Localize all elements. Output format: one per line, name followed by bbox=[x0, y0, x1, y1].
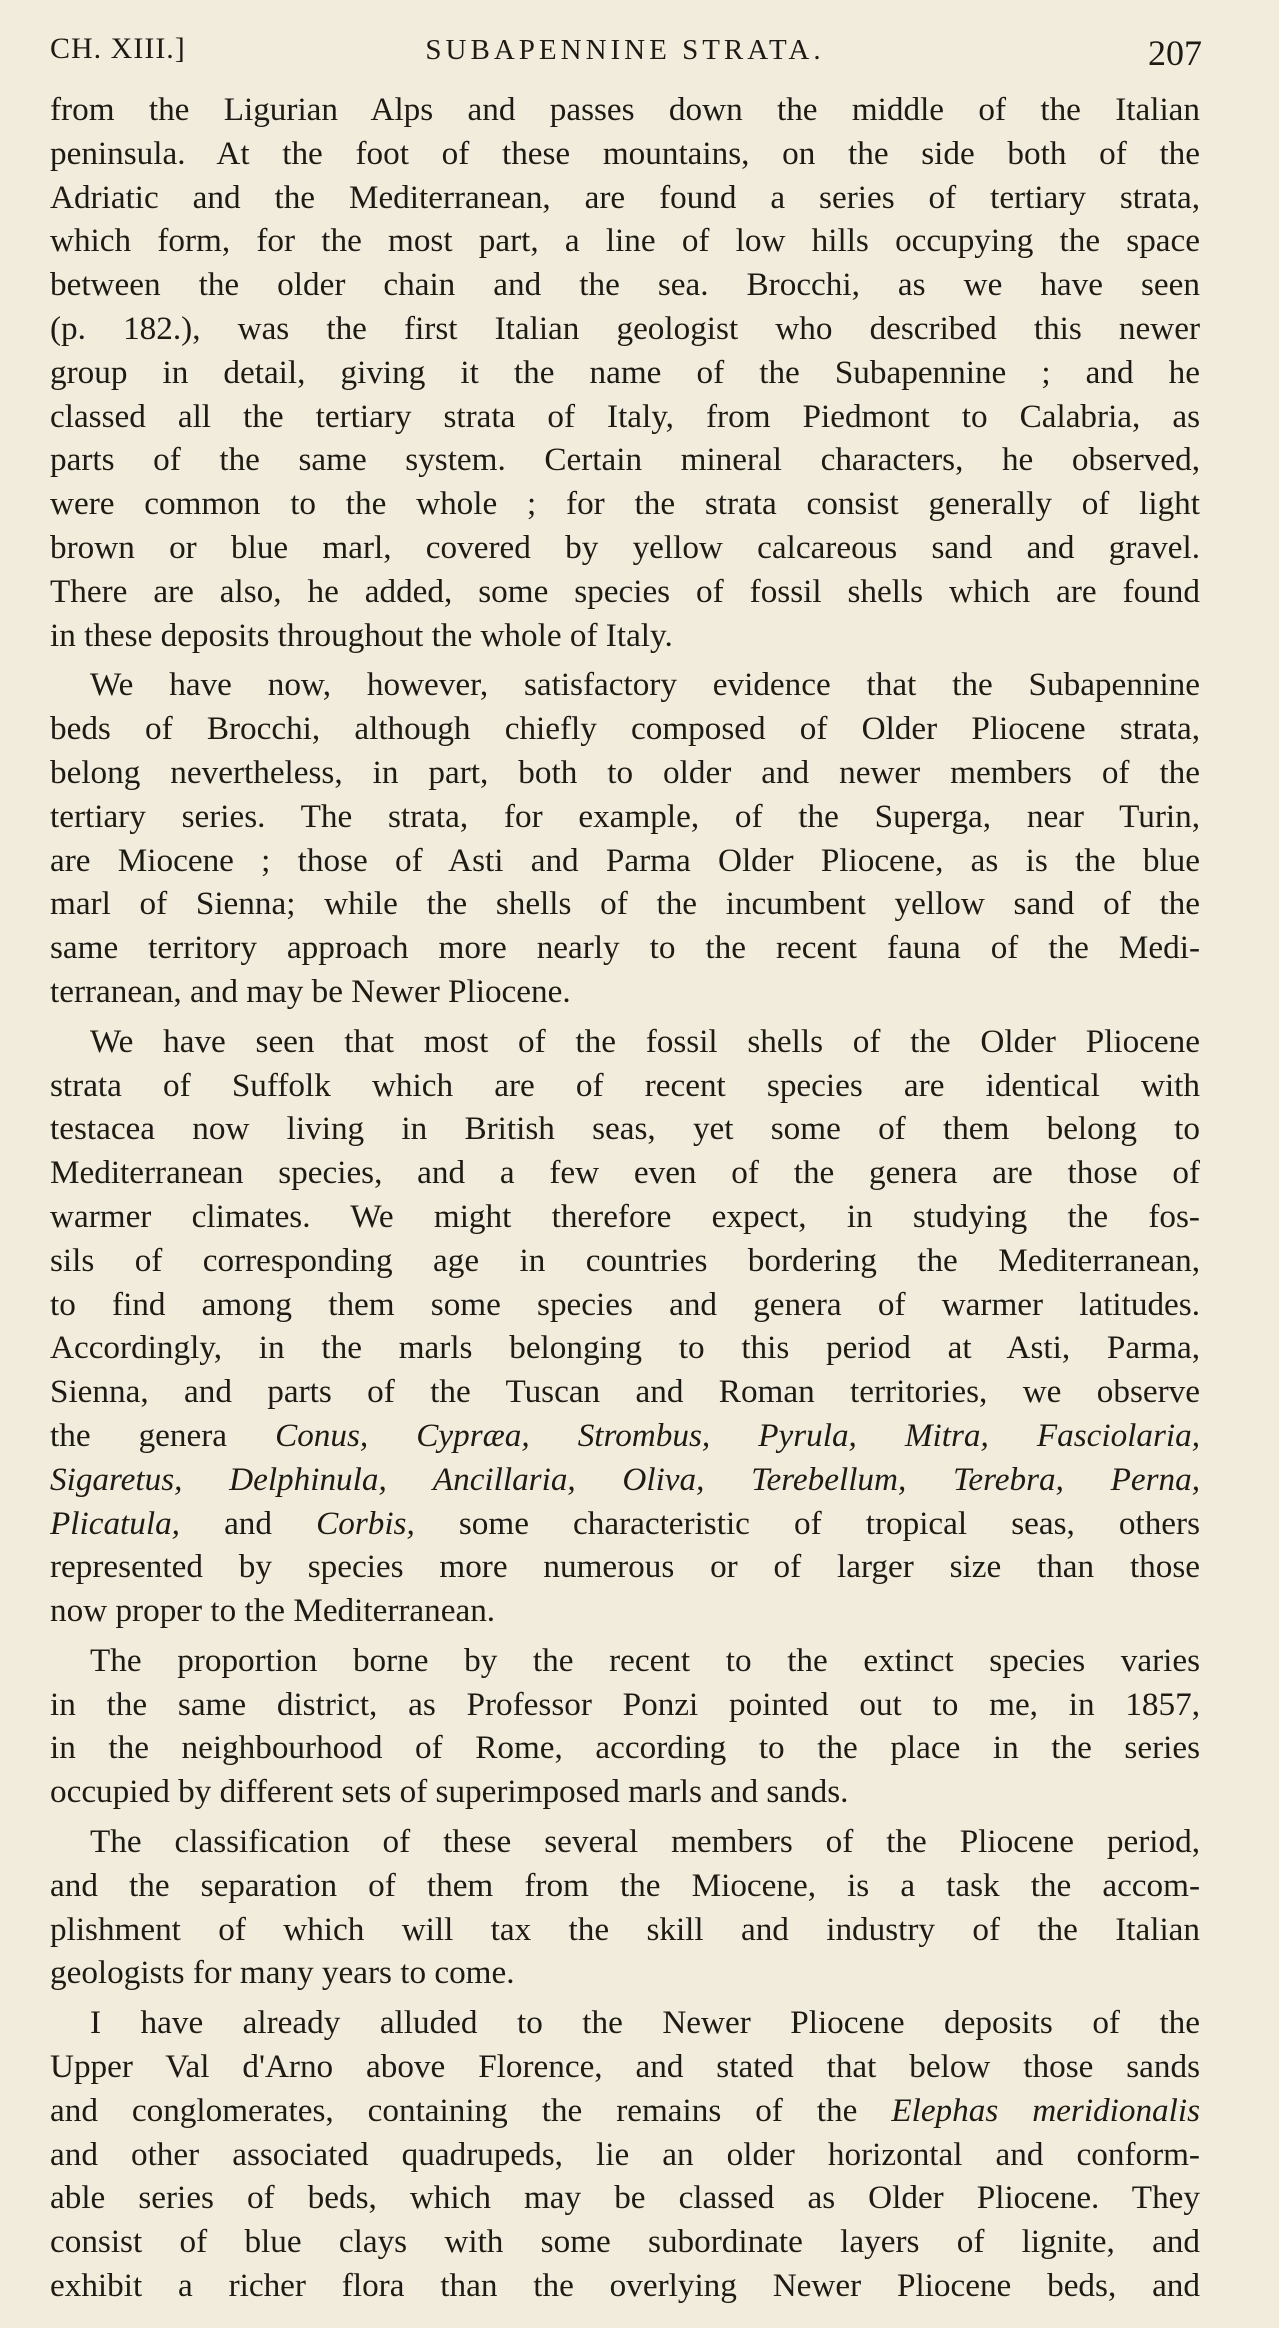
text-run: to find among them some species and genera of warmer latitudes. bbox=[50, 1285, 1200, 1323]
text-run: in the same district, as Professor Ponzi pointed out to me, in 1857, bbox=[50, 1685, 1200, 1723]
text-line bbox=[50, 1908, 1200, 1952]
text-run: which form, for the most part, a line of low hills occupying the space bbox=[50, 222, 1200, 260]
text-run bbox=[368, 1417, 416, 1454]
text-run: belong nevertheless, in part, both to older and newer members of the bbox=[50, 753, 1200, 791]
text-line bbox=[50, 570, 1200, 614]
text-line bbox=[50, 1726, 1200, 1770]
text-line bbox=[50, 1107, 1200, 1151]
text-run: exhibit a richer flora than the overlying Newer Pliocene beds, and bbox=[50, 2267, 1200, 2305]
text-line bbox=[50, 926, 1200, 970]
text-run bbox=[530, 1417, 578, 1454]
running-header bbox=[50, 28, 1200, 74]
text-line bbox=[50, 482, 1200, 526]
text-line bbox=[50, 307, 1200, 351]
italic-text: Plicatula, bbox=[50, 1504, 180, 1542]
text-line bbox=[50, 1370, 1200, 1414]
text-run: terranean, and may be Newer Pliocene. bbox=[50, 972, 571, 1010]
text-run bbox=[857, 1417, 905, 1454]
italic-text: Sigaretus, Delphinula, Ancillaria, Oliva, Terebellum, Terebra, Perna, bbox=[50, 1460, 1200, 1498]
italic-text: Corbis, bbox=[316, 1504, 415, 1542]
text-run: between the older chain and the sea. Brocchi, as we have seen bbox=[50, 266, 1200, 304]
text-line bbox=[50, 2176, 1200, 2220]
text-line bbox=[50, 395, 1200, 439]
text-run: plishment of which will tax the skill and industry of the Italian bbox=[50, 1910, 1200, 1948]
text-run: same territory approach more nearly to the recent fauna of the Medi- bbox=[50, 929, 1200, 967]
text-run: and conglomerates, containing the remains of the bbox=[50, 2091, 892, 2129]
text-run: are Miocene ; those of Asti and Parma Older Pliocene, as is the blue bbox=[50, 841, 1200, 879]
paragraph bbox=[50, 1020, 1200, 1633]
text-line bbox=[50, 2001, 1200, 2045]
text-run: The classification of these several members of the Pliocene period, bbox=[90, 1823, 1200, 1861]
paragraph bbox=[50, 2001, 1200, 2308]
text-run: beds of Brocchi, although chiefly composed of Older Pliocene strata, bbox=[50, 710, 1200, 748]
text-line bbox=[50, 1639, 1200, 1683]
text-line bbox=[50, 1820, 1200, 1864]
text-run: Mediterranean species, and a few even of the genera are those of bbox=[50, 1154, 1200, 1192]
text-line bbox=[50, 1683, 1200, 1727]
text-run: We have now, however, satisfactory evidence that the Subapennine bbox=[90, 666, 1200, 704]
text-line bbox=[50, 438, 1200, 482]
text-line bbox=[50, 219, 1200, 263]
text-run: warmer climates. We might therefore expect, in studying the fos- bbox=[50, 1197, 1200, 1235]
page-number: 207 bbox=[1148, 33, 1202, 73]
text-run: Sienna, and parts of the Tuscan and Roman territories, we observe bbox=[50, 1373, 1200, 1411]
text-run: group in detail, giving it the name of the Subapennine ; and he bbox=[50, 353, 1200, 391]
paragraph bbox=[50, 88, 1200, 657]
text-line bbox=[50, 132, 1200, 176]
text-run: tertiary series. The strata, for example, of the Superga, near Turin, bbox=[50, 797, 1200, 835]
text-line bbox=[50, 351, 1200, 395]
text-run: classed all the tertiary strata of Italy, from Piedmont to Calabria, as bbox=[50, 397, 1200, 435]
text-line bbox=[50, 1589, 1200, 1633]
text-line bbox=[50, 795, 1200, 839]
italic-text: Pyrula, bbox=[758, 1416, 857, 1454]
text-run: sils of corresponding age in countries bordering the Mediterranean, bbox=[50, 1241, 1200, 1279]
text-run: Accordingly, in the marls belonging to this period at Asti, Parma, bbox=[50, 1329, 1200, 1367]
text-run: occupied by different sets of superimposed marls and sands. bbox=[50, 1773, 849, 1811]
text-line bbox=[50, 1195, 1200, 1239]
text-line bbox=[50, 1239, 1200, 1283]
paragraph bbox=[50, 663, 1200, 1013]
text-run: from the Ligurian Alps and passes down the middle of the Italian bbox=[50, 91, 1200, 128]
text-line bbox=[50, 614, 1200, 658]
italic-text: Strombus, bbox=[577, 1416, 711, 1454]
text-line bbox=[50, 1414, 1200, 1458]
text-run: parts of the same system. Certain mineral characters, he observed, bbox=[50, 441, 1200, 479]
text-run: I have already alluded to the Newer Pliocene deposits of the bbox=[90, 2004, 1200, 2042]
italic-text: Conus, bbox=[275, 1416, 369, 1454]
text-run: consist of blue clays with some subordinate layers of lignite, and bbox=[50, 2223, 1200, 2261]
text-run: the genera bbox=[50, 1416, 276, 1454]
book-page bbox=[50, 28, 1200, 2308]
text-line bbox=[50, 1502, 1200, 1546]
text-line bbox=[50, 2264, 1200, 2308]
text-run: able series of beds, which may be classed as Older Pliocene. They bbox=[50, 2179, 1200, 2217]
text-run: There are also, he added, some species of fossil shells which are found bbox=[50, 572, 1200, 610]
text-line bbox=[50, 882, 1200, 926]
text-line bbox=[50, 88, 1200, 132]
text-line bbox=[50, 1020, 1200, 1064]
paragraph bbox=[50, 1639, 1200, 1814]
italic-text: Elephas meridionalis bbox=[891, 2091, 1200, 2129]
text-run: geologists for many years to come. bbox=[50, 1954, 515, 1992]
text-run: We have seen that most of the fossil shells of the Older Pliocene bbox=[90, 1022, 1200, 1060]
text-run: Upper Val d'Arno above Florence, and stated that below those sands bbox=[50, 2048, 1200, 2086]
text-line bbox=[50, 1326, 1200, 1370]
text-line bbox=[50, 1545, 1200, 1589]
text-run: and the separation of them from the Miocene, is a task the accom- bbox=[50, 1866, 1200, 1904]
text-run: in these deposits throughout the whole of Italy. bbox=[50, 616, 673, 654]
text-line bbox=[50, 1770, 1200, 1814]
italic-text: Cypræa, bbox=[416, 1416, 530, 1454]
text-run: in the neighbourhood of Rome, according to the place in the series bbox=[50, 1729, 1200, 1767]
text-run: brown or blue marl, covered by yellow calcareous sand and gravel. bbox=[50, 528, 1200, 566]
body-text bbox=[50, 88, 1200, 2308]
text-run bbox=[710, 1417, 758, 1454]
text-run: strata of Suffolk which are of recent species are identical with bbox=[50, 1066, 1200, 1104]
text-line bbox=[50, 2045, 1200, 2089]
text-line bbox=[50, 707, 1200, 751]
text-run: now proper to the Mediterranean. bbox=[50, 1592, 496, 1630]
text-line bbox=[50, 1283, 1200, 1327]
text-line bbox=[50, 2133, 1200, 2177]
text-run: marl of Sienna; while the shells of the incumbent yellow sand of the bbox=[50, 885, 1200, 923]
text-run: and bbox=[179, 1504, 317, 1542]
text-run: (p. 182.), was the first Italian geologist who described this newer bbox=[50, 309, 1200, 347]
text-line bbox=[50, 751, 1200, 795]
italic-text: Fasciolaria, bbox=[1036, 1416, 1200, 1454]
text-line bbox=[50, 839, 1200, 883]
text-run: testacea now living in British seas, yet some of them belong to bbox=[50, 1110, 1200, 1148]
text-run: peninsula. At the foot of these mountains, on the side both of the bbox=[50, 134, 1200, 172]
text-line bbox=[50, 1064, 1200, 1108]
page-title: SUBAPENNINE STRATA. bbox=[425, 34, 825, 66]
chapter-label: CH. XIII.] bbox=[50, 32, 186, 65]
text-line bbox=[50, 1458, 1200, 1502]
text-line bbox=[50, 1951, 1200, 1995]
text-line bbox=[50, 2220, 1200, 2264]
text-line bbox=[50, 263, 1200, 307]
text-line bbox=[50, 526, 1200, 570]
paragraph bbox=[50, 1820, 1200, 1995]
text-run: were common to the whole ; for the strata consist generally of light bbox=[50, 485, 1200, 523]
text-run: represented by species more numerous or of larger size than those bbox=[50, 1548, 1200, 1586]
text-line bbox=[50, 1864, 1200, 1908]
text-run: and other associated quadrupeds, lie an older horizontal and conform- bbox=[50, 2135, 1200, 2173]
text-line bbox=[50, 2089, 1200, 2133]
italic-text: Mitra, bbox=[904, 1416, 989, 1454]
text-line bbox=[50, 176, 1200, 220]
text-run: The proportion borne by the recent to the extinct species varies bbox=[90, 1641, 1200, 1679]
text-run: some characteristic of tropical seas, others bbox=[414, 1504, 1200, 1542]
text-line bbox=[50, 970, 1200, 1014]
text-line bbox=[50, 663, 1200, 707]
text-line bbox=[50, 1151, 1200, 1195]
text-run bbox=[989, 1417, 1037, 1454]
text-run: Adriatic and the Mediterranean, are found a series of tertiary strata, bbox=[50, 178, 1200, 216]
